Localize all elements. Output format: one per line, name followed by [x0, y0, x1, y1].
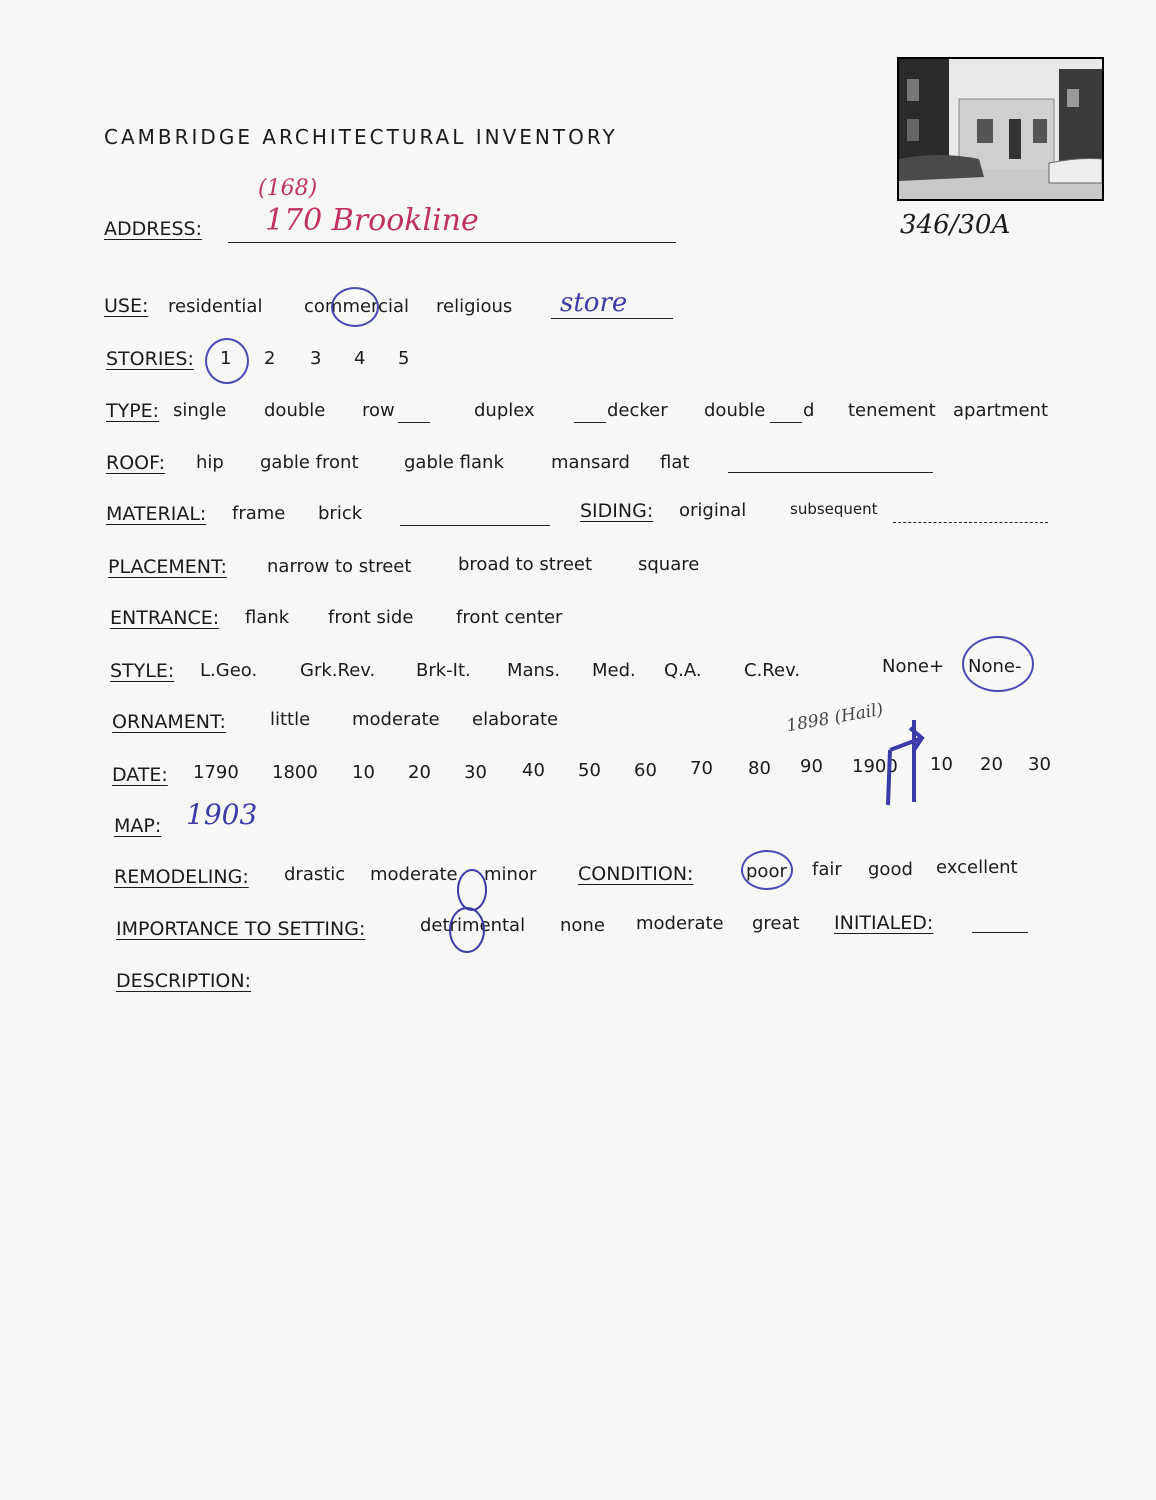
date-arrow-mark — [870, 710, 930, 810]
use-handwritten: store — [560, 288, 628, 318]
date-label: DATE: — [112, 764, 168, 786]
importance-detrimental: detrimental — [420, 915, 526, 936]
type-decker-line — [574, 422, 606, 423]
condition-poor-circle — [741, 850, 793, 890]
use-residential: residential — [168, 296, 263, 317]
type-apartment: apartment — [953, 400, 1049, 421]
date-1910: 10 — [930, 754, 953, 775]
siding-label: SIDING: — [580, 500, 654, 522]
siding-original: original — [679, 500, 747, 521]
address-line — [228, 242, 676, 243]
roof-flat: flat — [660, 452, 690, 473]
date-30: 30 — [464, 762, 487, 783]
placement-square: square — [638, 554, 700, 575]
type-double2: double — [704, 400, 766, 421]
placement-label: PLACEMENT: — [108, 556, 227, 578]
style-none-minus-circle — [962, 636, 1034, 692]
date-20: 20 — [408, 762, 431, 783]
description-label: DESCRIPTION: — [116, 970, 252, 992]
condition-excellent: excellent — [936, 857, 1018, 878]
placement-broad: broad to street — [458, 554, 593, 575]
style-qa: Q.A. — [664, 660, 702, 681]
roof-gable-front: gable front — [260, 452, 359, 473]
material-label: MATERIAL: — [106, 503, 207, 525]
type-double: double — [264, 400, 326, 421]
initialed-label: INITIALED: — [834, 912, 934, 934]
use-label: USE: — [104, 295, 149, 317]
date-60: 60 — [634, 760, 657, 781]
stories-4: 4 — [354, 348, 366, 369]
ornament-moderate: moderate — [352, 709, 440, 730]
type-double-line — [770, 422, 802, 423]
entrance-flank: flank — [245, 607, 290, 628]
ornament-elaborate: elaborate — [472, 709, 559, 730]
style-med: Med. — [592, 660, 636, 681]
initialed-line — [972, 932, 1028, 933]
style-crev: C.Rev. — [744, 660, 801, 681]
date-40: 40 — [522, 760, 545, 781]
entrance-front-side: front side — [328, 607, 414, 628]
date-80: 80 — [748, 758, 771, 779]
condition-good: good — [868, 859, 913, 880]
stories-1-circle — [205, 338, 249, 384]
photo-number: 346/30A — [900, 210, 1011, 240]
importance-label: IMPORTANCE TO SETTING: — [116, 918, 366, 940]
address-label: ADDRESS: — [104, 218, 202, 240]
roof-gable-flank: gable flank — [404, 452, 504, 473]
remodeling-minor: minor — [484, 864, 537, 885]
date-90: 90 — [800, 756, 823, 777]
use-religious: religious — [436, 296, 513, 317]
style-mans: Mans. — [507, 660, 561, 681]
stories-5: 5 — [398, 348, 410, 369]
roof-label: ROOF: — [106, 452, 165, 474]
ornament-little: little — [270, 709, 311, 730]
importance-great: great — [752, 913, 800, 934]
use-commercial: commercial — [304, 296, 409, 317]
style-none-plus: None+ — [882, 656, 945, 677]
roof-mansard: mansard — [551, 452, 630, 473]
style-label: STYLE: — [110, 660, 175, 682]
address-value: 170 Brookline — [265, 203, 479, 238]
type-decker: decker — [607, 400, 668, 421]
remodeling-drastic: drastic — [284, 864, 346, 885]
date-1930: 30 — [1028, 754, 1051, 775]
importance-none: none — [560, 915, 605, 936]
stories-1: 1 — [220, 348, 232, 369]
date-1900: 1900 — [852, 756, 898, 777]
importance-figure8-mark — [445, 864, 495, 956]
material-other-line — [400, 525, 550, 526]
style-lgeo: L.Geo. — [200, 660, 258, 681]
type-d: d — [803, 400, 815, 421]
style-none-minus: None- — [968, 656, 1022, 677]
roof-other-line — [728, 472, 933, 473]
stories-3: 3 — [310, 348, 322, 369]
type-label: TYPE: — [106, 400, 160, 422]
commercial-circle — [331, 287, 379, 327]
building-photo — [897, 57, 1104, 201]
type-single: single — [173, 400, 227, 421]
stories-2: 2 — [264, 348, 276, 369]
type-duplex: duplex — [474, 400, 535, 421]
roof-hip: hip — [196, 452, 224, 473]
use-other-line — [551, 318, 673, 319]
address-alt-number: (168) — [258, 176, 318, 201]
type-tenement: tenement — [848, 400, 936, 421]
remodeling-label: REMODELING: — [114, 866, 249, 888]
form-title: CAMBRIDGE ARCHITECTURAL INVENTORY — [104, 125, 618, 149]
date-1800: 1800 — [272, 762, 318, 783]
date-10: 10 — [352, 762, 375, 783]
material-frame: frame — [232, 503, 286, 524]
stories-label: STORIES: — [106, 348, 194, 370]
type-row-line — [398, 422, 430, 423]
style-grkrev: Grk.Rev. — [300, 660, 376, 681]
map-handwritten: 1903 — [186, 798, 258, 831]
date-handwritten: 1898 (Hail) — [785, 699, 885, 737]
entrance-front-center: front center — [456, 607, 563, 628]
date-1920: 20 — [980, 754, 1003, 775]
condition-label: CONDITION: — [578, 863, 694, 885]
entrance-label: ENTRANCE: — [110, 607, 220, 629]
remodeling-moderate: moderate — [370, 864, 458, 885]
importance-moderate: moderate — [636, 913, 724, 934]
map-label: MAP: — [114, 815, 162, 837]
date-70: 70 — [690, 758, 713, 779]
style-brkit: Brk-It. — [416, 660, 471, 681]
condition-poor: poor — [746, 861, 787, 882]
siding-other-line — [893, 522, 1048, 523]
type-row: row — [362, 400, 395, 421]
date-1790: 1790 — [193, 762, 239, 783]
date-50: 50 — [578, 760, 601, 781]
condition-fair: fair — [812, 859, 842, 880]
material-brick: brick — [318, 503, 363, 524]
siding-subsequent: subsequent — [790, 500, 878, 518]
placement-narrow: narrow to street — [267, 556, 412, 577]
ornament-label: ORNAMENT: — [112, 711, 226, 733]
